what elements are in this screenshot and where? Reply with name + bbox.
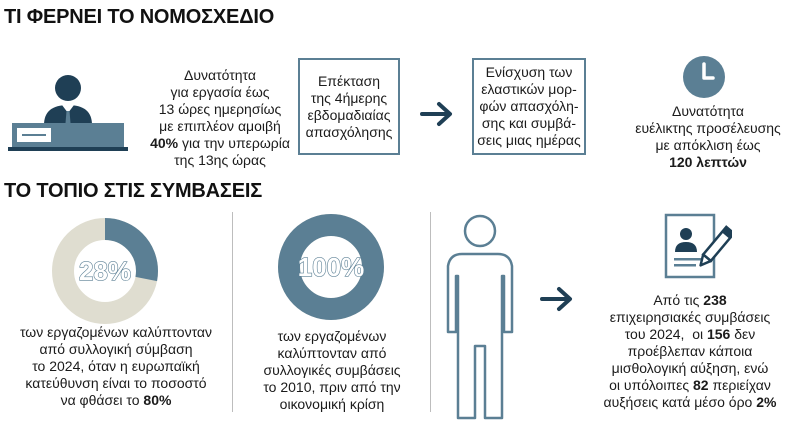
coverage-2010-value: 100% [297, 252, 365, 282]
text-line: καλύπτονταν από [277, 345, 387, 361]
company-contracts-text [580, 292, 800, 411]
no-raise-contracts-value: 156 [706, 326, 731, 342]
arrow-right-icon [540, 286, 574, 312]
text-line: της 13ης ώρας [174, 152, 266, 168]
text-fragment: του 2024, οι [624, 326, 707, 342]
text-line [120, 135, 320, 152]
text-line: με απόκλιση έως [655, 137, 761, 153]
text-line: για εργασία έως [170, 84, 270, 100]
text-line: σεις μιας ημέρας [477, 132, 581, 148]
text-line: απασχόλησης [305, 123, 393, 140]
text-line [580, 326, 800, 343]
total-contracts-value: 238 [703, 292, 727, 308]
text-line [580, 394, 800, 411]
text-line: μισθολογική αύξηση, ενώ [611, 360, 769, 376]
raise-contracts-value: 82 [692, 377, 709, 393]
divider [430, 212, 431, 412]
text-line [618, 154, 798, 171]
text-line: ευέλικτης προσέλευσης [635, 120, 781, 136]
text-line: 13 ώρες ημερησίως [158, 101, 282, 117]
eu-target-value: 80% [143, 392, 172, 408]
text-line: κατεύθυνση είναι το ποσοστό [25, 375, 207, 391]
text-line: το 2024, όταν η ευρωπαϊκή [32, 358, 200, 374]
text-line: σης και συμβά- [481, 115, 577, 131]
text-line: επιχειρησιακές συμβάσεις [609, 309, 771, 325]
section-title-bill: ΤΙ ΦΕΡΝΕΙ ΤΟ ΝΟΜΟΣΧΕΔΙΟ [4, 6, 275, 28]
avg-raise-value: 2% [756, 394, 777, 410]
divider [232, 212, 233, 412]
text-fragment: περιείχαν [708, 377, 771, 393]
text-fragment: να φθάσει το [60, 392, 144, 408]
text-line: ελαστικών μορ- [481, 81, 577, 97]
text-line: Δυνατότητα [672, 103, 744, 119]
text-line: Δυνατότητα [184, 67, 256, 83]
flexible-hours-text [120, 67, 320, 169]
text-line: προέβλεπαν κάποια [627, 343, 753, 359]
flexible-employment-box [472, 58, 586, 155]
arrow-right-icon [420, 101, 454, 127]
text-line [580, 377, 800, 394]
coverage-2024-value: 28% [78, 256, 132, 286]
contract-document-pen-icon [664, 213, 732, 279]
text-fragment: Από τις [653, 292, 704, 308]
four-day-week-box [298, 58, 400, 155]
coverage-2010-text [236, 328, 428, 413]
text-line: φών απασχόλη- [479, 98, 579, 114]
text-line: Επέκταση [317, 72, 381, 89]
text-line [2, 392, 230, 409]
coverage-2010-ring [276, 212, 386, 322]
text-fragment: για την υπερωρία [178, 135, 290, 151]
arrival-deviation-value: 120 λεπτών [669, 154, 747, 170]
coverage-2024-text [2, 324, 230, 409]
clock-icon [682, 55, 726, 99]
flexible-arrival-text [618, 103, 798, 171]
section-title-contracts: ΤΟ ΤΟΠΙΟ ΣΤΙΣ ΣΥΜΒΑΣΕΙΣ [4, 180, 263, 202]
text-line: των εργαζομένων [277, 328, 387, 344]
text-fragment: αυξήσεις κατά μέσο όρο [603, 394, 757, 410]
coverage-2024-ring [50, 216, 160, 326]
office-worker-desk-icon [8, 75, 128, 155]
text-line: το 2010, πριν από την [263, 379, 401, 395]
text-line: από συλλογική σύμβαση [39, 341, 193, 357]
text-line: εβδομαδιαίας [307, 106, 391, 123]
text-fragment: οι υπόλοιπες [609, 377, 693, 393]
text-line: συλλογικές συμβάσεις [263, 362, 401, 378]
text-line: οικονομική κρίση [279, 396, 385, 412]
text-line [580, 292, 800, 309]
overtime-pay-value: 40% [150, 135, 179, 151]
text-line: της 4ήμερης [310, 89, 388, 106]
person-silhouette-icon [440, 214, 520, 420]
text-line: των εργαζομένων καλύπτονταν [19, 324, 213, 340]
text-fragment: δεν [730, 326, 756, 342]
text-line: με επιπλέον αμοιβή [159, 118, 281, 134]
text-line: Ενίσχυση των [485, 64, 573, 80]
